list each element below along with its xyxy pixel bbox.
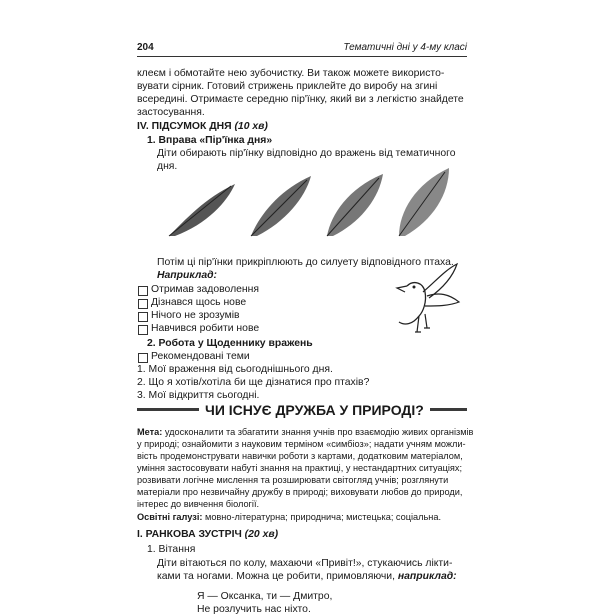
areas-value: мовно-літературна; природнича; мистецька; соціальна.: [205, 512, 442, 522]
feather-text-1: Діти обирають пір'їнку відповідно до вражень від тематичного: [157, 148, 456, 159]
check-item-2: Дізнався щось нове: [151, 297, 247, 308]
section-1-title: I. РАНКОВА ЗУСТРІЧ: [137, 529, 242, 540]
feather-icon: [319, 170, 387, 240]
checkbox-icon: [138, 325, 148, 335]
running-title: Тематичні дні у 4-му класі: [343, 42, 467, 53]
item-greeting: 1. Вітання: [147, 544, 196, 555]
section-4-title: IV. ПІДСУМОК ДНЯ: [137, 121, 232, 132]
goal-line-6: матеріали про незвичайну дружбу в природі; виховувати любов до природи,: [137, 487, 463, 497]
document-page: [137, 40, 474, 615]
section-4-heading: [137, 120, 268, 133]
intro-line-1: клеєм і обмотайте нею зубочистку. Ви також можете використо-: [137, 68, 445, 79]
example-label: Наприклад:: [157, 270, 217, 281]
checkbox-icon: [138, 312, 148, 322]
feather-icon: [389, 164, 455, 240]
goal-line-2: у природі; ознайомити з науковим терміном «симбіоз»; надати учням можли-: [137, 439, 466, 449]
topic-3: 3. Мої відкриття сьогодні.: [137, 390, 260, 401]
section-title: ЧИ ІСНУЄ ДРУЖБА У ПРИРОДІ?: [199, 402, 430, 418]
goal-line-1: [137, 426, 473, 438]
check-item-4: Навчився робити нове: [151, 323, 260, 334]
greeting-line-2-text: ками та ногами. Можна це робити, примовляючи,: [157, 571, 398, 582]
poem-line-2: Не розлучить нас ніхто.: [197, 604, 311, 615]
section-4-time: (10 хв): [234, 121, 268, 132]
recommended-topics: Рекомендовані теми: [151, 351, 250, 362]
goal-line-5: розвивати логічне мислення та розширювати світогляд учнів; розглянути: [137, 475, 449, 485]
poem-line-1: Я — Оксанка, ти — Дмитро,: [197, 591, 333, 602]
section-1-heading: [137, 528, 278, 541]
checkbox-icon: [138, 286, 148, 296]
section-1-time: (20 хв): [244, 529, 279, 540]
goal-line-4: уміння застосовувати набуті знання на практиці, у нестандартних ситуаціях;: [137, 463, 463, 473]
feather-icon: [245, 172, 315, 240]
greeting-line-1: Діти вітаються по колу, махаючи «Привіт!», стукаючись лікти-: [157, 558, 453, 569]
topic-1: 1. Мої враження від сьогоднішнього дня.: [137, 364, 333, 375]
intro-line-3: всередині. Отримаєте середню пір'їнку, який ви з легкістю знайдете: [137, 94, 464, 105]
feather-text-2: дня.: [157, 161, 178, 172]
check-item-1: Отримав задоволення: [151, 284, 260, 295]
goal-line-7: інтерес до вивчення біології.: [137, 499, 260, 509]
bird-silhouette-icon: [383, 262, 463, 352]
intro-line-2: вувати сірник. Готовий стрижень приклейте до виробу на згині: [137, 81, 438, 92]
goal-text-1: удосконалити та збагатити знання учнів про взаємодію живих організмів: [164, 427, 474, 437]
greeting-example: наприклад:: [397, 571, 457, 582]
intro-line-4: застосування.: [137, 107, 205, 118]
after-feathers-text: Потім ці пір'їнки прикріплюють до силуету відповідного птаха.: [157, 257, 454, 268]
areas-label: Освітні галузі:: [137, 512, 203, 522]
topic-2: 2. Що я хотів/хотіла би ще дізнатися про птахів?: [137, 377, 370, 388]
areas-line: [137, 511, 441, 523]
goal-line-3: вість продемонструвати навички роботи з картами, додатковим матеріалом,: [137, 451, 463, 461]
goal-label: Мета:: [137, 427, 163, 437]
checkbox-icon: [138, 353, 148, 363]
item-diary-work: [147, 337, 313, 350]
checkbox-icon: [138, 299, 148, 309]
item-feather-exercise: 1. Вправа «Пір'їнка дня»: [147, 135, 273, 146]
feather-icon: [165, 180, 237, 240]
greeting-line-2: [157, 570, 457, 583]
page-number: 204: [137, 42, 154, 53]
diary-work-label: 2. Робота у Щоденнику вражень: [147, 338, 313, 349]
check-item-3: Нічого не зрозумів: [151, 310, 240, 321]
running-header: [137, 40, 467, 57]
